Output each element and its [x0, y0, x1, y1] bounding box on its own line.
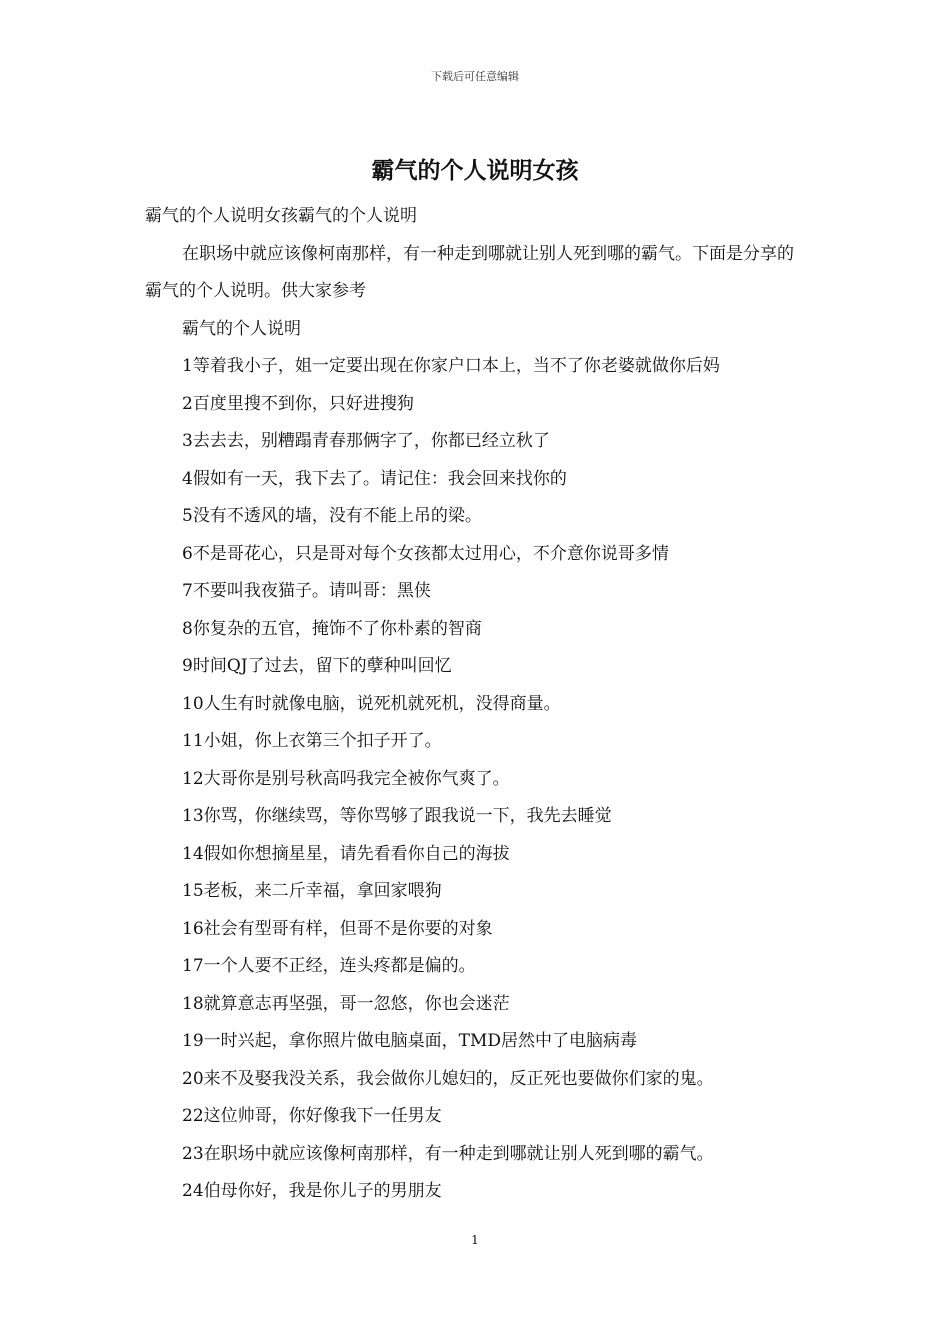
list-item: 8你复杂的五官，掩饰不了你朴素的智商 — [182, 618, 482, 639]
list-item: 11小姐，你上衣第三个扣子开了。 — [182, 731, 442, 751]
list-item: 10人生有时就像电脑，说死机就死机，没得商量。 — [182, 693, 561, 714]
list-item: 13你骂，你继续骂，等你骂够了跟我说一下，我先去睡觉 — [182, 806, 612, 826]
intro-paragraph: 在职场中就应该像柯南那样，有一种走到哪就让别人死到哪的霸气。下面是分享的霸气的个人说明。供大家参考 — [145, 243, 794, 301]
document-title: 霸气的个人说明女孩 — [371, 157, 579, 184]
document-subtitle: 霸气的个人说明女孩霸气的个人说明 — [145, 206, 417, 226]
page-header: 下载后可任意编辑 — [431, 70, 519, 83]
list-item: 16社会有型哥有样，但哥不是你要的对象 — [182, 918, 493, 939]
list-item: 7不要叫我夜猫子。请叫哥：黑侠 — [182, 581, 431, 601]
list-item: 2百度里搜不到你，只好进搜狗 — [182, 393, 414, 414]
list-item: 5没有不透风的墙，没有不能上吊的梁。 — [182, 506, 482, 526]
list-item: 19一时兴起，拿你照片做电脑桌面，TMD居然中了电脑病毒 — [182, 1031, 638, 1051]
list-item: 20来不及娶我没关系，我会做你儿媳妇的，反正死也要做你们家的鬼。 — [182, 1068, 714, 1089]
list-item: 14假如你想摘星星，请先看看你自己的海拔 — [182, 843, 510, 864]
list-item: 6不是哥花心，只是哥对每个女孩都太过用心，不介意你说哥多情 — [182, 543, 669, 564]
list-item: 1等着我小子，姐一定要出现在你家户口本上，当不了你老婆就做你后妈 — [182, 356, 720, 376]
list-item: 17一个人要不正经，连头疼都是偏的。 — [182, 956, 476, 976]
list-item: 23在职场中就应该像柯南那样，有一种走到哪就让别人死到哪的霸气。 — [182, 1143, 714, 1164]
list-item: 24伯母你好，我是你儿子的男朋友 — [182, 1181, 442, 1201]
list-item: 9时间QJ了过去，留下的孽种叫回忆 — [182, 656, 452, 676]
document-body — [145, 198, 810, 1211]
list-item: 22这位帅哥，你好像我下一任男友 — [182, 1106, 442, 1126]
list-item: 15老板，来二斤幸福，拿回家喂狗 — [182, 881, 442, 901]
list-item: 12大哥你是别号秋高吗我完全被你气爽了。 — [182, 768, 510, 789]
list-item: 4假如有一天，我下去了。请记住：我会回来找你的 — [182, 468, 567, 489]
page-number: 1 — [471, 1233, 479, 1247]
section-heading: 霸气的个人说明 — [182, 318, 301, 339]
list-item: 18就算意志再坚强，哥一忽悠，你也会迷茫 — [182, 993, 510, 1014]
list-item: 3去去去，别糟蹋青春那俩字了，你都已经立秋了 — [182, 431, 550, 451]
